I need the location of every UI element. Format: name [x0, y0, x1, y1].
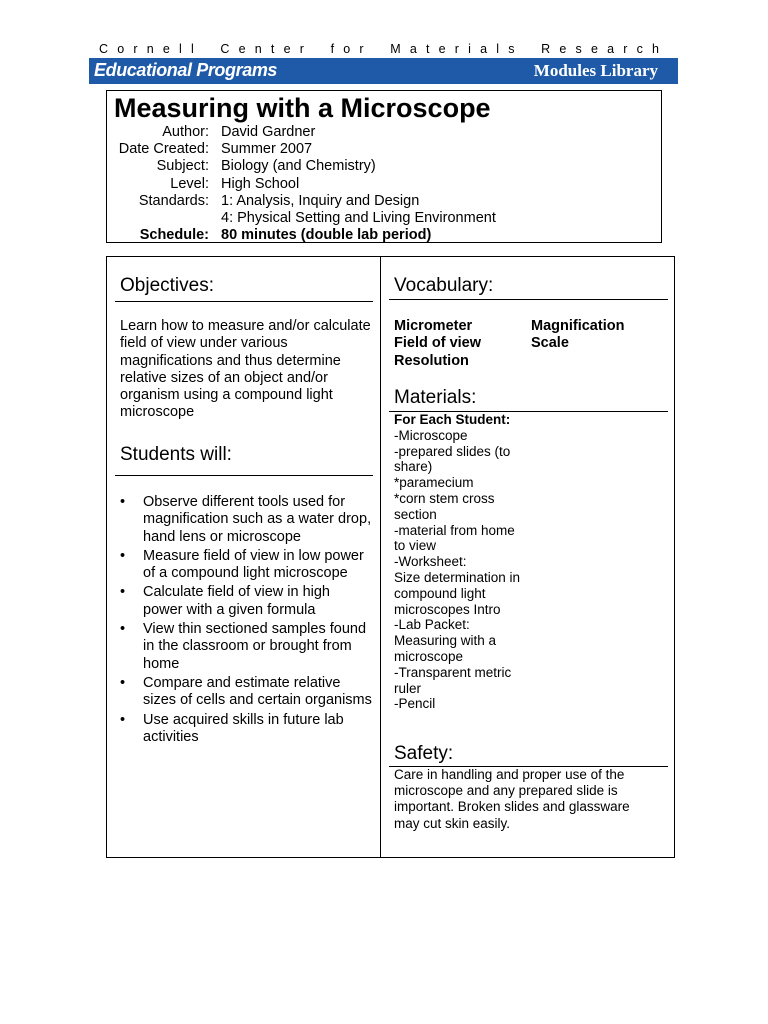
meta-key: Standards: — [138, 192, 209, 209]
list-item: Size determination in compound light microscopes Intro — [394, 569, 521, 617]
materials-subheading: For Each Student: — [394, 412, 511, 427]
meta-key: Subject: — [156, 158, 209, 175]
meta-row-standards — [107, 193, 496, 210]
org-word-3: f o r — [330, 42, 364, 56]
module-meta — [107, 124, 496, 244]
meta-key — [107, 210, 221, 227]
module-header — [106, 90, 662, 243]
list-item: • Use acquired skills in future lab activities — [120, 712, 372, 747]
meta-row-author — [107, 124, 496, 141]
list-item: • Measure field of view in low power of a compound light microscope — [120, 548, 372, 583]
page-title: Measuring with a Microscope — [114, 93, 491, 123]
list-item: Measuring with a microscope — [394, 633, 497, 664]
students-heading: Students will: — [120, 444, 232, 465]
list-item: *corn stem cross section — [394, 490, 495, 522]
students-rule — [115, 475, 373, 476]
meta-value: David Gardner — [221, 124, 316, 140]
list-item: • Calculate field of view in high power with a given formula — [120, 584, 372, 619]
meta-value: 1: Analysis, Inquiry and Design — [221, 192, 420, 209]
meta-row-date — [107, 141, 496, 158]
safety-text: Care in handling and proper use of the microscope and any prepared slide is important. Broken slides and glassware may cut skin easily. — [394, 767, 630, 831]
meta-value: 4: Physical Setting and Living Environment — [221, 210, 496, 227]
vocabulary-column-1 — [394, 318, 534, 370]
list-item: *paramecium — [394, 475, 474, 491]
objectives-rule — [115, 301, 373, 302]
materials-heading: Materials: — [394, 387, 477, 408]
list-item: -Microscope — [394, 427, 468, 443]
banner-left-label: Educational Programs — [94, 60, 278, 80]
list-item: -prepared slides (to share) — [394, 443, 511, 475]
list-item: -Worksheet: — [394, 554, 467, 570]
list-item: -material from home to view — [394, 522, 515, 554]
meta-value: Biology (and Chemistry) — [221, 158, 376, 175]
vocabulary-heading: Vocabulary: — [394, 275, 494, 296]
list-item: -Pencil — [394, 696, 436, 712]
meta-value: 80 minutes (double lab period) — [221, 227, 432, 244]
meta-row-subject — [107, 158, 496, 175]
meta-key: Level: — [170, 175, 209, 192]
list-item: • Observe different tools used for magnification such as a water drop, hand lens or microscope — [120, 494, 372, 546]
vocab-term: Scale — [531, 335, 569, 352]
org-word-2: C e n t e r — [220, 42, 304, 56]
meta-row-schedule — [107, 227, 496, 244]
org-word-4: M a t e r i a l s — [390, 42, 515, 56]
objectives-heading: Objectives: — [120, 275, 214, 296]
list-item: • Compare and estimate relative sizes of cells and certain organisms — [120, 675, 372, 710]
objectives-text: Learn how to measure and/or calculate field of view under various magnifications and thus determine relative sizes of an object and/or organism using a compound light microscope — [120, 318, 371, 421]
vocab-term: Field of view — [394, 335, 482, 352]
meta-key: Date Created: — [118, 141, 209, 158]
meta-row-level — [107, 176, 496, 193]
vocabulary-column-2 — [531, 318, 651, 353]
org-word-5: R e s e a r c h — [541, 42, 659, 56]
meta-key: Author: — [162, 124, 209, 140]
banner-right-label: Modules Library — [533, 61, 658, 80]
meta-key: Schedule: — [139, 227, 209, 244]
vocab-term: Magnification — [531, 318, 625, 334]
safety-heading: Safety: — [394, 743, 454, 764]
column-divider — [380, 257, 381, 857]
meta-value: Summer 2007 — [221, 141, 313, 158]
list-item: • View thin sectioned samples found in the classroom or brought from home — [120, 621, 372, 673]
materials-list — [394, 412, 524, 712]
org-word-1: C o r n e l l — [99, 42, 194, 56]
vocab-term: Micrometer — [394, 318, 473, 334]
students-list — [120, 494, 372, 748]
organization-name — [99, 42, 659, 56]
programs-banner — [89, 58, 678, 84]
module-body — [106, 256, 675, 858]
list-item: -Transparent metric ruler — [394, 664, 512, 696]
meta-row-standards-cont — [107, 210, 496, 227]
vocabulary-rule — [389, 299, 668, 300]
list-item: -Lab Packet: — [394, 617, 470, 633]
meta-value: High School — [221, 175, 300, 192]
vocab-term: Resolution — [394, 352, 469, 369]
